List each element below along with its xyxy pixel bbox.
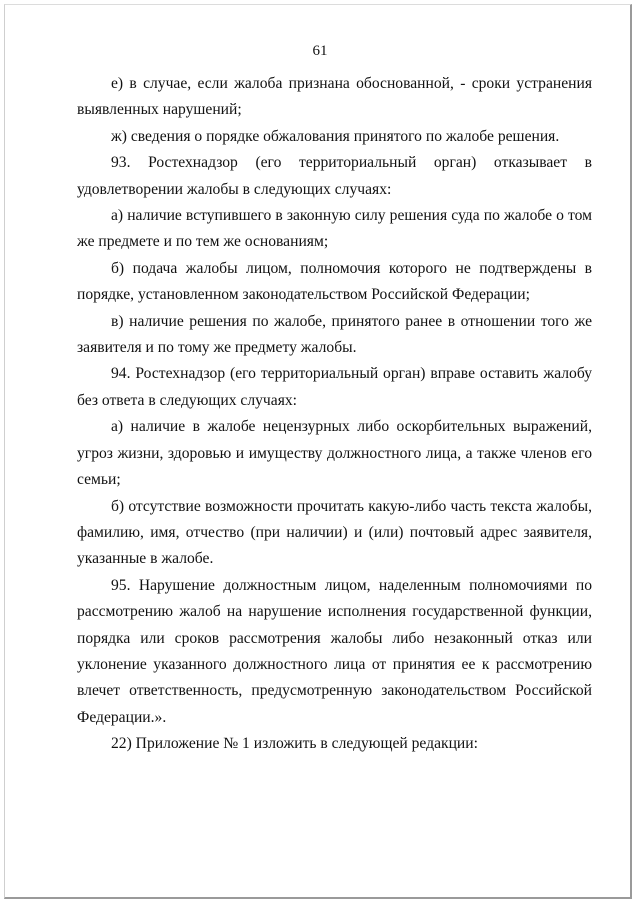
paragraph-95: 95. Нарушение должностным лицом, наделенным полномочиями по рассмотрению жалоб на нарушение исполнения государственной функции, порядка или сроков рассмотрения жалобы либо незаконный отказ или уклонение указанного должностного лица от принятия ее к рассмотрению влечет ответственность, предусмотренную законодательством Российской Федерации.».: [77, 576, 592, 726]
paragraph-93-a: а) наличие вступившего в законную силу решения суда по жалобе о том же предмете и по тем же основаниям;: [77, 207, 592, 251]
paragraph-94-a: а) наличие в жалобе нецензурных либо оскорбительных выражений, угроз жизни, здоровью и имуществу должностного лица, а также членов его семьи;: [77, 418, 592, 489]
paragraph-93: 93. Ростехнадзор (его территориальный орган) отказывает в удовлетворении жалобы в следующих случаях:: [77, 154, 592, 198]
paragraph-22: 22) Приложение № 1 изложить в следующей редакции:: [111, 735, 478, 753]
paragraph-93-b: б) подача жалобы лицом, полномочия которого не подтверждены в порядке, установленном законодательством Российской Федерации;: [77, 259, 592, 304]
paragraph-zh: ж) сведения о порядке обжалования принятого по жалобе решения.: [111, 127, 560, 145]
document-body: [77, 71, 592, 758]
paragraph-e: е) в случае, если жалоба признана обоснованной, - сроки устранения выявленных нарушений;: [77, 75, 592, 119]
paragraph-93-v: в) наличие решения по жалобе, принятого ранее в отношении того же заявителя и по тому же предмету жалобы.: [77, 312, 592, 357]
paragraph-94: 94. Ростехнадзор (его территориальный орган) вправе оставить жалобу без ответа в следующих случаях:: [77, 365, 592, 409]
page-number: 61: [312, 43, 328, 59]
paragraph-94-b: б) отсутствие возможности прочитать какую-либо часть текста жалобы, фамилию, имя, отчество (при наличии) и (или) почтовый адрес заявителя, указанные в жалобе.: [77, 497, 592, 568]
